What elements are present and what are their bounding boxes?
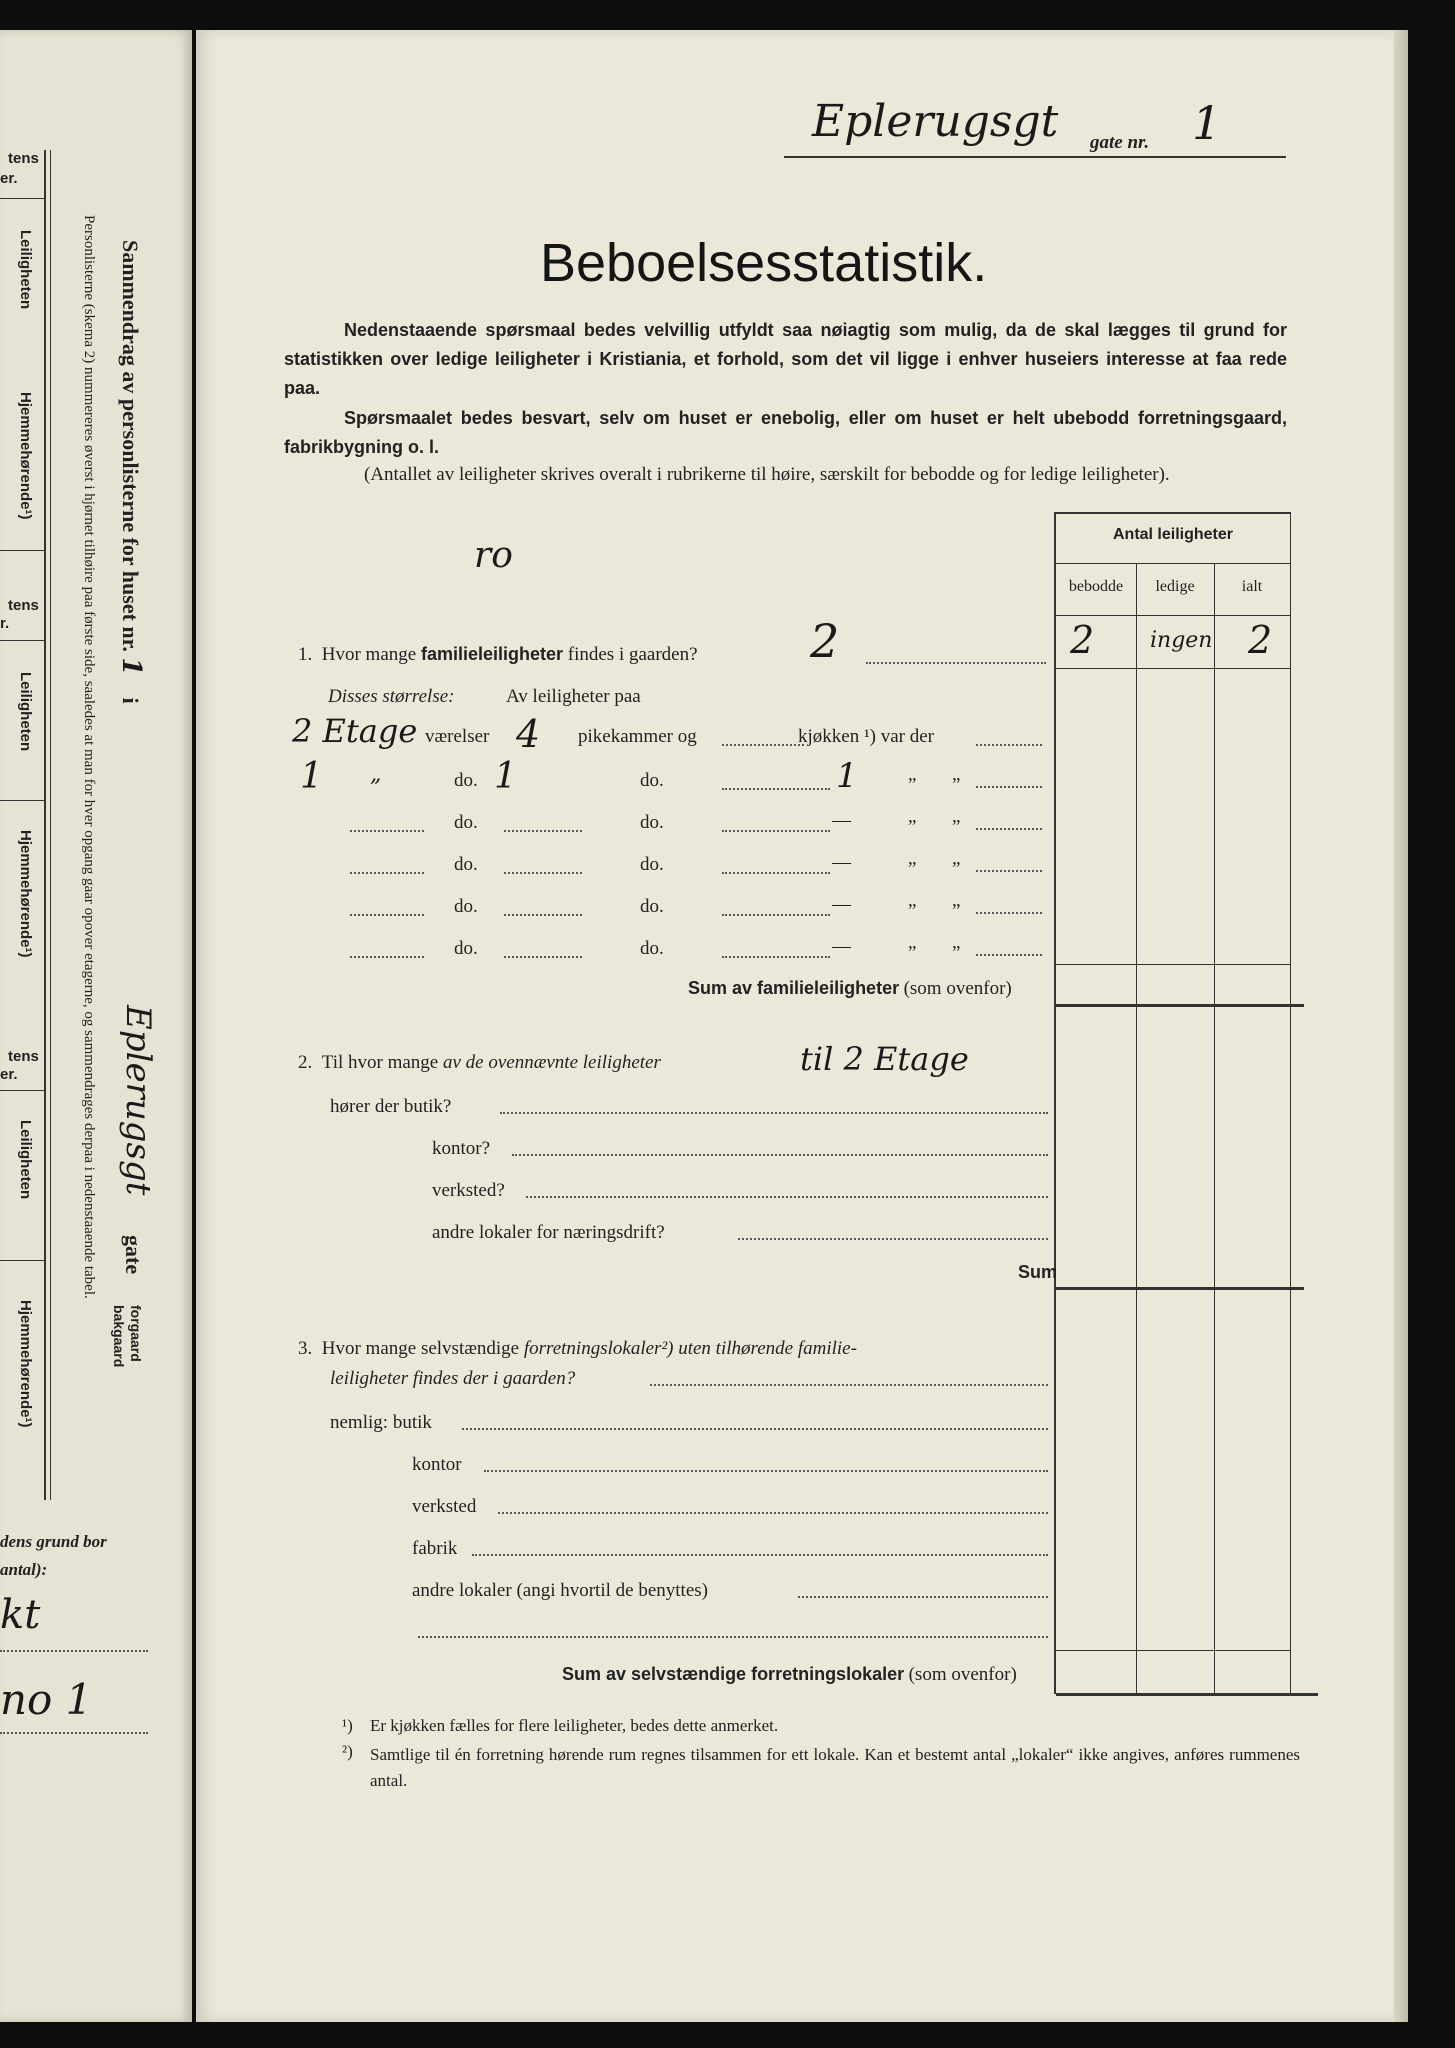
footnote-2: Samtlige til én forretning hørende rum regnes tilsammen for ett lokale. Kan et bestemt antal „lokaler“ ikke angives, anføres rummenes antal. bbox=[370, 1745, 1300, 1790]
q1-row6-rooms-dots bbox=[504, 956, 582, 958]
left-table-border bbox=[44, 150, 46, 1500]
q3-kontor: kontor bbox=[412, 1454, 462, 1475]
q1-row1-rooms: 4 bbox=[516, 712, 541, 756]
q1-row2-do-b: do. bbox=[640, 770, 664, 791]
left-rule bbox=[0, 640, 44, 641]
q1-row4-do-a: do. bbox=[454, 854, 478, 875]
q1-row5-kitchen: — bbox=[832, 894, 851, 915]
q1-row4-do-b: do. bbox=[640, 854, 664, 875]
q1-row6-do-b: do. bbox=[640, 938, 664, 959]
q3-andre-dots bbox=[798, 1596, 1048, 1598]
side-gate-word: gate bbox=[121, 1235, 146, 1275]
table-top-border bbox=[1054, 512, 1290, 514]
q2-line-butik: hører der butik? bbox=[330, 1096, 452, 1117]
q1-row1-kitchen-dots bbox=[722, 744, 804, 746]
q1-row2-quote: „ bbox=[370, 762, 382, 787]
left-tens-2: tens bbox=[8, 597, 39, 614]
street-handwritten: Eplerugsgt bbox=[812, 96, 1059, 147]
q1-row5-quote-b: „ bbox=[952, 890, 961, 911]
q1-row2-rooms: 1 bbox=[494, 756, 517, 797]
col-header-ledige: ledige bbox=[1155, 578, 1195, 595]
q1-row6-quote-b: „ bbox=[952, 932, 961, 953]
table-rule bbox=[1056, 615, 1290, 616]
table-sum-rule bbox=[1056, 1287, 1304, 1290]
q1-kitchen-word: kjøkken ¹) var der bbox=[798, 726, 935, 747]
intro-paragraph-3: (Antallet av leiligheter skrives overalt i rubrikerne til høire, særskilt for bebodde og for ledige leiligheter). bbox=[364, 464, 1170, 485]
q2-line-kontor: kontor? bbox=[432, 1138, 491, 1159]
table-rule bbox=[1056, 668, 1290, 669]
table-col-divider-2 bbox=[1214, 563, 1215, 1694]
q1-row2-kitchen: 1 bbox=[836, 756, 858, 796]
q3-extra-dots bbox=[418, 1636, 1048, 1638]
q1-row5-rooms-dots bbox=[504, 914, 582, 916]
q1-ialt-value: 2 bbox=[1248, 618, 1273, 662]
q3-kontor-dots bbox=[484, 1470, 1048, 1472]
q1-row3-do-b: do. bbox=[640, 812, 664, 833]
q1-row5-kitchen-dots bbox=[722, 914, 830, 916]
q1-row4-count-dots bbox=[350, 872, 424, 874]
q1-row6-count-dots bbox=[350, 956, 424, 958]
q3-verksted: verksted bbox=[412, 1496, 477, 1517]
left-rule bbox=[0, 198, 44, 199]
left-grund-1: dens grund bor bbox=[0, 1532, 107, 1551]
q1-answer: 2 bbox=[810, 614, 840, 668]
left-leil-3: Leiligheten bbox=[17, 1120, 34, 1200]
q1-row4-kitchen: — bbox=[832, 852, 851, 873]
q1-row2-dots bbox=[976, 786, 1042, 788]
table-left-border bbox=[1054, 512, 1056, 1694]
q1-row3-count-dots bbox=[350, 830, 424, 832]
table-right-border bbox=[1290, 512, 1291, 1694]
q1-row1-dots bbox=[976, 744, 1042, 746]
left-dotted-line bbox=[0, 1732, 148, 1734]
q2-text: 2. Til hvor mange av de ovennævnte leiligheter bbox=[298, 1052, 661, 1073]
footnote-2-mark: ²) bbox=[342, 1742, 353, 1761]
q1-row3-kitchen-dots bbox=[722, 830, 830, 832]
col-header-bebodde: bebodde bbox=[1068, 578, 1124, 595]
q1-row5-do-b: do. bbox=[640, 896, 664, 917]
annotation-mark: ro bbox=[474, 535, 513, 576]
footnote-1: Er kjøkken fælles for flere leiligheter, bedes dette anmerket. bbox=[370, 1716, 779, 1735]
left-table-border-2 bbox=[50, 150, 51, 1500]
q1-text: 1. Hvor mange familieleiligheter findes i gaarden? bbox=[298, 644, 698, 665]
q1-sizes-label: Disses størrelse: bbox=[328, 686, 455, 707]
table-header-rule bbox=[1056, 563, 1290, 564]
footnote-1-mark: ¹) bbox=[342, 1716, 353, 1735]
page-edge bbox=[1394, 30, 1408, 2022]
q3-sum: Sum av selvstændige forretningslokaler (som ovenfor) bbox=[562, 1664, 1017, 1685]
q1-row4-quote-b: „ bbox=[952, 848, 961, 869]
q3-text-cont: leiligheter findes der i gaarden? bbox=[330, 1368, 576, 1389]
q1-bebodde-value: 2 bbox=[1070, 618, 1095, 662]
header-underline bbox=[784, 156, 1286, 158]
q1-row2-quote-b: „ bbox=[952, 764, 961, 785]
q1-sum: Sum av familieleiligheter (som ovenfor) bbox=[688, 978, 1012, 999]
q3-butik-dots bbox=[462, 1428, 1048, 1430]
side-house-number: 1 bbox=[116, 657, 146, 676]
intro-paragraph-2: Spørsmaalet bedes besvart, selv om huset er enebolig, eller om huset er helt ubebodd forretningsgaard, fabrikbygning o. l. bbox=[284, 408, 1287, 457]
left-handwriting-2: no 1 bbox=[0, 1675, 93, 1724]
gate-number: 1 bbox=[1192, 96, 1222, 150]
table-sum-rule bbox=[1056, 1693, 1318, 1696]
q1-row6-dots bbox=[976, 954, 1042, 956]
q3-fabrik: fabrik bbox=[412, 1538, 458, 1559]
left-tens-3: tens bbox=[8, 1048, 39, 1065]
left-rule bbox=[0, 800, 44, 801]
q1-row5-dots bbox=[976, 912, 1042, 914]
q1-sizes-text: Av leiligheter paa bbox=[506, 686, 641, 707]
q2-kontor-dots bbox=[512, 1154, 1048, 1156]
q1-row3-quote-b: „ bbox=[952, 806, 961, 827]
q3-nemlig-label: nemlig: butik bbox=[330, 1412, 432, 1433]
table-rule bbox=[1056, 964, 1290, 965]
q1-row3-do-a: do. bbox=[454, 812, 478, 833]
q2-handwritten: til 2 Etage bbox=[800, 1040, 969, 1078]
q1-row2-quote-a: „ bbox=[908, 764, 917, 785]
q2-line-verksted: verksted? bbox=[432, 1180, 505, 1201]
table-col-divider-1 bbox=[1136, 563, 1137, 1694]
left-dotted-line bbox=[0, 1650, 148, 1652]
side-street-handwritten: Eplerugsgt bbox=[118, 1005, 158, 1196]
col-header-ialt: ialt bbox=[1241, 578, 1263, 595]
q3-dots bbox=[650, 1384, 1048, 1386]
q3-andre: andre lokaler (angi hvortil de benyttes) bbox=[412, 1580, 708, 1601]
left-handwriting-1: kt bbox=[0, 1592, 41, 1638]
q1-row2-count: 1 bbox=[300, 756, 323, 797]
q2-butik-dots bbox=[500, 1112, 1048, 1114]
left-tens-1: tens bbox=[8, 150, 39, 167]
q1-row5-count-dots bbox=[350, 914, 424, 916]
q3-fabrik-dots bbox=[472, 1554, 1048, 1556]
q1-row2-do-a: do. bbox=[454, 770, 478, 791]
table-sum-rule bbox=[1056, 1004, 1304, 1007]
q1-row6-kitchen-dots bbox=[722, 956, 830, 958]
q1-row5-quote-a: „ bbox=[908, 890, 917, 911]
left-er-1: er. bbox=[0, 170, 18, 187]
intro-paragraph-1: Nedenstaaende spørsmaal bedes velvillig utfyldt saa nøiagtig som mulig, da de skal lægges til grund for statistikken over ledige leiligheter i Kristiania, et forhold, som det vil ligge i enhver huseiers interesse at faa rede paa. bbox=[284, 320, 1287, 398]
table-rule bbox=[1056, 1650, 1290, 1651]
q2-sum: Sum bbox=[1018, 1262, 1058, 1282]
q2-andre-dots bbox=[738, 1238, 1048, 1240]
left-rule bbox=[0, 550, 44, 551]
left-rule bbox=[0, 1260, 44, 1261]
q1-row6-do-a: do. bbox=[454, 938, 478, 959]
left-hjem-2: Hjemmehørende¹) bbox=[17, 830, 34, 958]
q1-row6-kitchen: — bbox=[832, 936, 851, 957]
q1-row2-kitchen-dots bbox=[722, 788, 830, 790]
left-leil-2: Leiligheten bbox=[17, 672, 34, 752]
left-grund-2: antal): bbox=[0, 1560, 48, 1579]
q1-dotted-line bbox=[866, 662, 1046, 664]
side-note: Personlisterne (skema 2) nummereres øverst i hjørnet tilhøire paa første side, saaledes at man for hver opgang gaar opover etagerne, og sammendrages derpaa i nedenstaaende tabel. bbox=[81, 215, 97, 1299]
q1-ledige-value: ingen bbox=[1150, 628, 1213, 653]
q1-rooms-word: værelser bbox=[425, 726, 490, 747]
q2-verksted-dots bbox=[526, 1196, 1048, 1198]
left-hjem-1: Hjemmehørende¹) bbox=[17, 392, 34, 520]
left-er-2: r. bbox=[0, 615, 10, 632]
q1-row5-do-a: do. bbox=[454, 896, 478, 917]
q2-line-andre: andre lokaler for næringsdrift? bbox=[432, 1222, 665, 1243]
page-title: Beboelsesstatistik. bbox=[540, 233, 988, 293]
q1-row4-kitchen-dots bbox=[722, 872, 830, 874]
table-title: Antal leiligheter bbox=[1112, 526, 1234, 543]
q3-verksted-dots bbox=[498, 1512, 1048, 1514]
left-leil-1: Leiligheten bbox=[17, 230, 34, 310]
q1-row3-quote-a: „ bbox=[908, 806, 917, 827]
q3-text: 3. Hvor mange selvstændige forretningslokaler²) uten tilhørende familie- bbox=[298, 1338, 857, 1359]
q1-row6-quote-a: „ bbox=[908, 932, 917, 953]
q1-row4-quote-a: „ bbox=[908, 848, 917, 869]
q1-row3-dots bbox=[976, 828, 1042, 830]
q1-pike-word: pikekammer og bbox=[578, 726, 697, 747]
q1-row1-count: 2 Etage bbox=[292, 712, 418, 750]
side-forgaard-bakgaard: forgaard bakgaard bbox=[111, 1305, 144, 1368]
gate-label: gate nr. bbox=[1090, 132, 1150, 153]
q1-row4-rooms-dots bbox=[504, 872, 582, 874]
q1-row3-kitchen: — bbox=[832, 810, 851, 831]
left-er-3: er. bbox=[0, 1066, 18, 1083]
q1-row3-rooms-dots bbox=[504, 830, 582, 832]
left-hjem-3: Hjemmehørende¹) bbox=[17, 1300, 34, 1428]
q1-row4-dots bbox=[976, 870, 1042, 872]
left-rule bbox=[0, 1090, 44, 1091]
side-heading: Sammendrag av personlisterne for huset nr. 1 i bbox=[116, 240, 146, 704]
